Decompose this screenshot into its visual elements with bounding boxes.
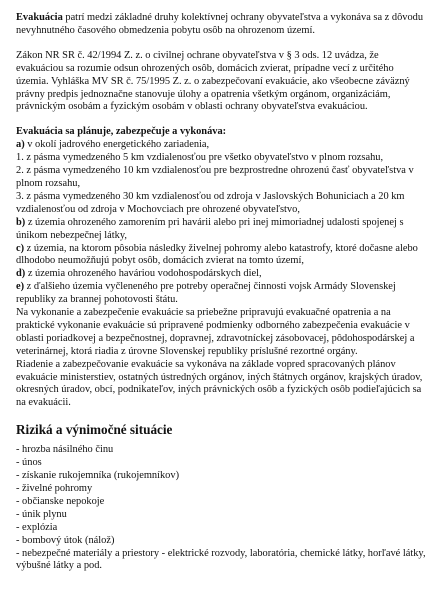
planning-item-c <box>16 243 428 269</box>
planning-item-e <box>16 281 428 307</box>
list-item: - bombový útok (nálož) <box>16 534 115 546</box>
management-paragraph: Riadenie a zabezpečovanie evakuácie sa vykonáva na základe vopred spracovaných plánov evakuácie ministerstiev, ostatných ústredných orgánov, iných štátnych orgánov, krajských úradov, okresných úradov, obcí, podnikateľov, iných právnických osôb a fyzických osôb podieľajúcich sa na evakuácii. <box>16 358 423 409</box>
planning-item-zone-30km: 3. z pásma vymedzeného 30 km vzdialenosťou od zdroja v Jaslovských Bohuniciach a 20 km vzdialenosťou od zdroja v Mochovciach pre ohrozené obyvateľstvo, <box>16 190 405 215</box>
planning-item-marker: e) <box>16 281 25 293</box>
planning-item-text: z územia ohrozeného haváriou vodohospodárskych diel, <box>25 268 262 280</box>
planning-item-zone-10km: 2. z pásma vymedzeného 10 km vzdialenosťou pre bezprostredne ohrozenú časť obyvateľstva v plnom rozsahu, <box>16 165 414 189</box>
intro-paragraph <box>16 12 428 38</box>
list-item: - hrozba násilného činu <box>16 444 114 456</box>
planning-item-a <box>16 139 428 152</box>
planning-item-d <box>16 268 428 281</box>
planning-item-text: z ďalšieho územia vyčleneného pre potreby operačnej činnosti vojsk Armády Slovenskej republiky za brannej pohotovosti štátu. <box>16 281 396 306</box>
planning-heading: Evakuácia sa plánuje, zabezpečuje a vykonáva: <box>16 126 227 138</box>
planning-item-marker: d) <box>16 268 26 280</box>
risks-list <box>16 444 428 573</box>
planning-item-marker: b) <box>16 216 26 228</box>
list-item: - únik plynu <box>16 508 67 520</box>
planning-item-b <box>16 217 428 243</box>
list-item: - získanie rukojemníka (rukojemníkov) <box>16 470 180 482</box>
planning-item-text: z územia, na ktorom pôsobia následky živelnej pohromy alebo katastrofy, ktoré dočasne alebo dlhodobo neumožňujú pobyt osôb, domácich zvierat na tomto území, <box>16 242 418 267</box>
law-paragraph: Zákon NR SR č. 42/1994 Z. z. o civilnej ochrane obyvateľstva v § 3 ods. 12 uvádza, že evakuáciou sa rozumie odsun ohrozených osôb, domácich zvierat, prípadne vecí z určitého územia. Vyhláška MV SR č. 75/1995 Z. z. o zabezpečovaní evakuácie, ako všeobecne záväzný právny predpis jednoznačne stanovuje úlohy a opatrenia všetkým orgánom, organizáciám, právnickým osobám a fyzickým osobám v oblasti ochrany obyvateľstva evakuáciou. <box>16 49 410 113</box>
list-item: - únos <box>16 457 42 469</box>
list-item: - nebezpečné materiály a priestory - elektrické rozvody, laboratória, chemické látky, horľavé látky, výbušné látky a pod. <box>16 547 426 572</box>
planning-item-text: z územia ohrozeného zamorením pri havárii alebo pri inej mimoriadnej udalosti spojenej s únikom nebezpečnej látky, <box>16 216 404 241</box>
list-item: - občianske nepokoje <box>16 495 105 507</box>
intro-text: patrí medzi základné druhy kolektívnej ochrany obyvateľstva a vykonáva sa z dôvodu nevyhnutného časového obmedzenia pobytu osôb na ohrozenom území. <box>16 12 424 36</box>
planning-item-marker: c) <box>16 242 25 254</box>
planning-item-marker: a) <box>16 139 25 151</box>
risks-heading: Riziká a výnimočné situácie <box>16 422 173 438</box>
list-item: - explózia <box>16 521 58 533</box>
measures-paragraph: Na vykonanie a zabezpečenie evakuácie sa priebežne pripravujú evakuačné opatrenia a na praktické vykonanie evakuácie sú pripravené podmienky odborného zabezpečenia evakuácie v oblasti poriadkovej a bezpečnostnej, dopravnej, zdravotníckej zásobovacej, pôdohospodárskej a veterinárnej, ktorá riadia z úrovne Slovenskej republiky príslušné rezortné orgány. <box>16 307 415 357</box>
list-item: - živelné pohromy <box>16 483 93 494</box>
planning-item-text: v okolí jadrového energetického zariadenia, <box>24 139 210 151</box>
intro-term: Evakuácia <box>16 12 63 23</box>
planning-item-zone-5km: 1. z pásma vymedzeného 5 km vzdialenosťou pre všetko obyvateľstvo v plnom rozsahu, <box>16 152 384 164</box>
